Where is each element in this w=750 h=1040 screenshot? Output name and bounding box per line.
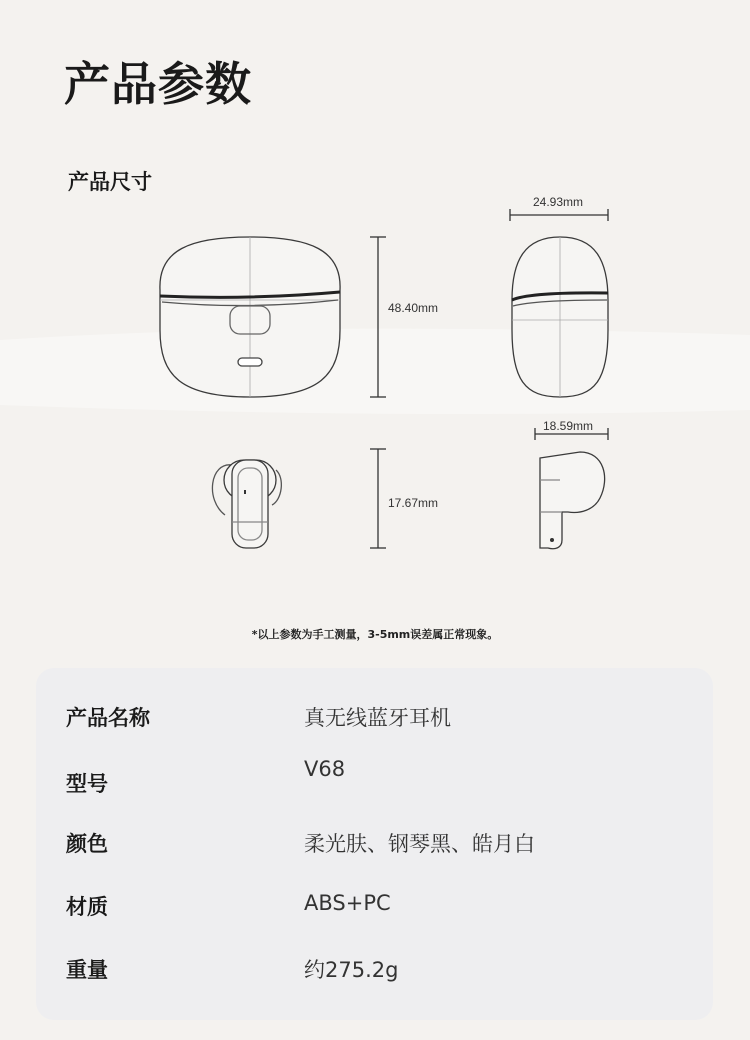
case-width-label: 24.93mm [533,195,584,209]
spec-value: 柔光肤、钢琴黑、皓月白 [304,832,535,856]
spec-value: V68 [304,757,346,781]
case-height-label: 48.40mm [388,301,439,315]
spec-row-name [36,702,713,742]
spec-value: 约275.2g [304,958,399,982]
spec-label: 颜色 [66,832,108,856]
spec-value: ABS+PC [304,891,391,915]
case-width-line [510,209,608,221]
spec-label: 重量 [66,958,108,982]
spec-label: 产品名称 [66,706,150,730]
background-glow [0,329,750,414]
spec-row-material [36,891,713,931]
case-front-view [160,237,340,397]
section-title: 产品尺寸 [68,170,152,194]
spec-label: 材质 [66,895,108,919]
spec-label: 型号 [66,772,108,796]
spec-row-model [36,757,713,805]
spec-row-weight [36,954,713,994]
spec-row-color [36,828,713,868]
earbud-side-view [540,452,605,549]
earbud-height-label: 17.67mm [388,496,439,510]
case-side-view [512,237,608,397]
measurement-note: *以上参数为手工测量，3-5mm误差属正常现象。 [251,628,499,641]
spec-table [36,668,713,1020]
earbud-front-view [212,460,281,548]
page-title: 产品参数 [64,57,252,111]
spec-value: 真无线蓝牙耳机 [304,706,451,730]
earbud-width-label: 18.59mm [543,419,594,433]
earbud-height-line [370,449,386,548]
